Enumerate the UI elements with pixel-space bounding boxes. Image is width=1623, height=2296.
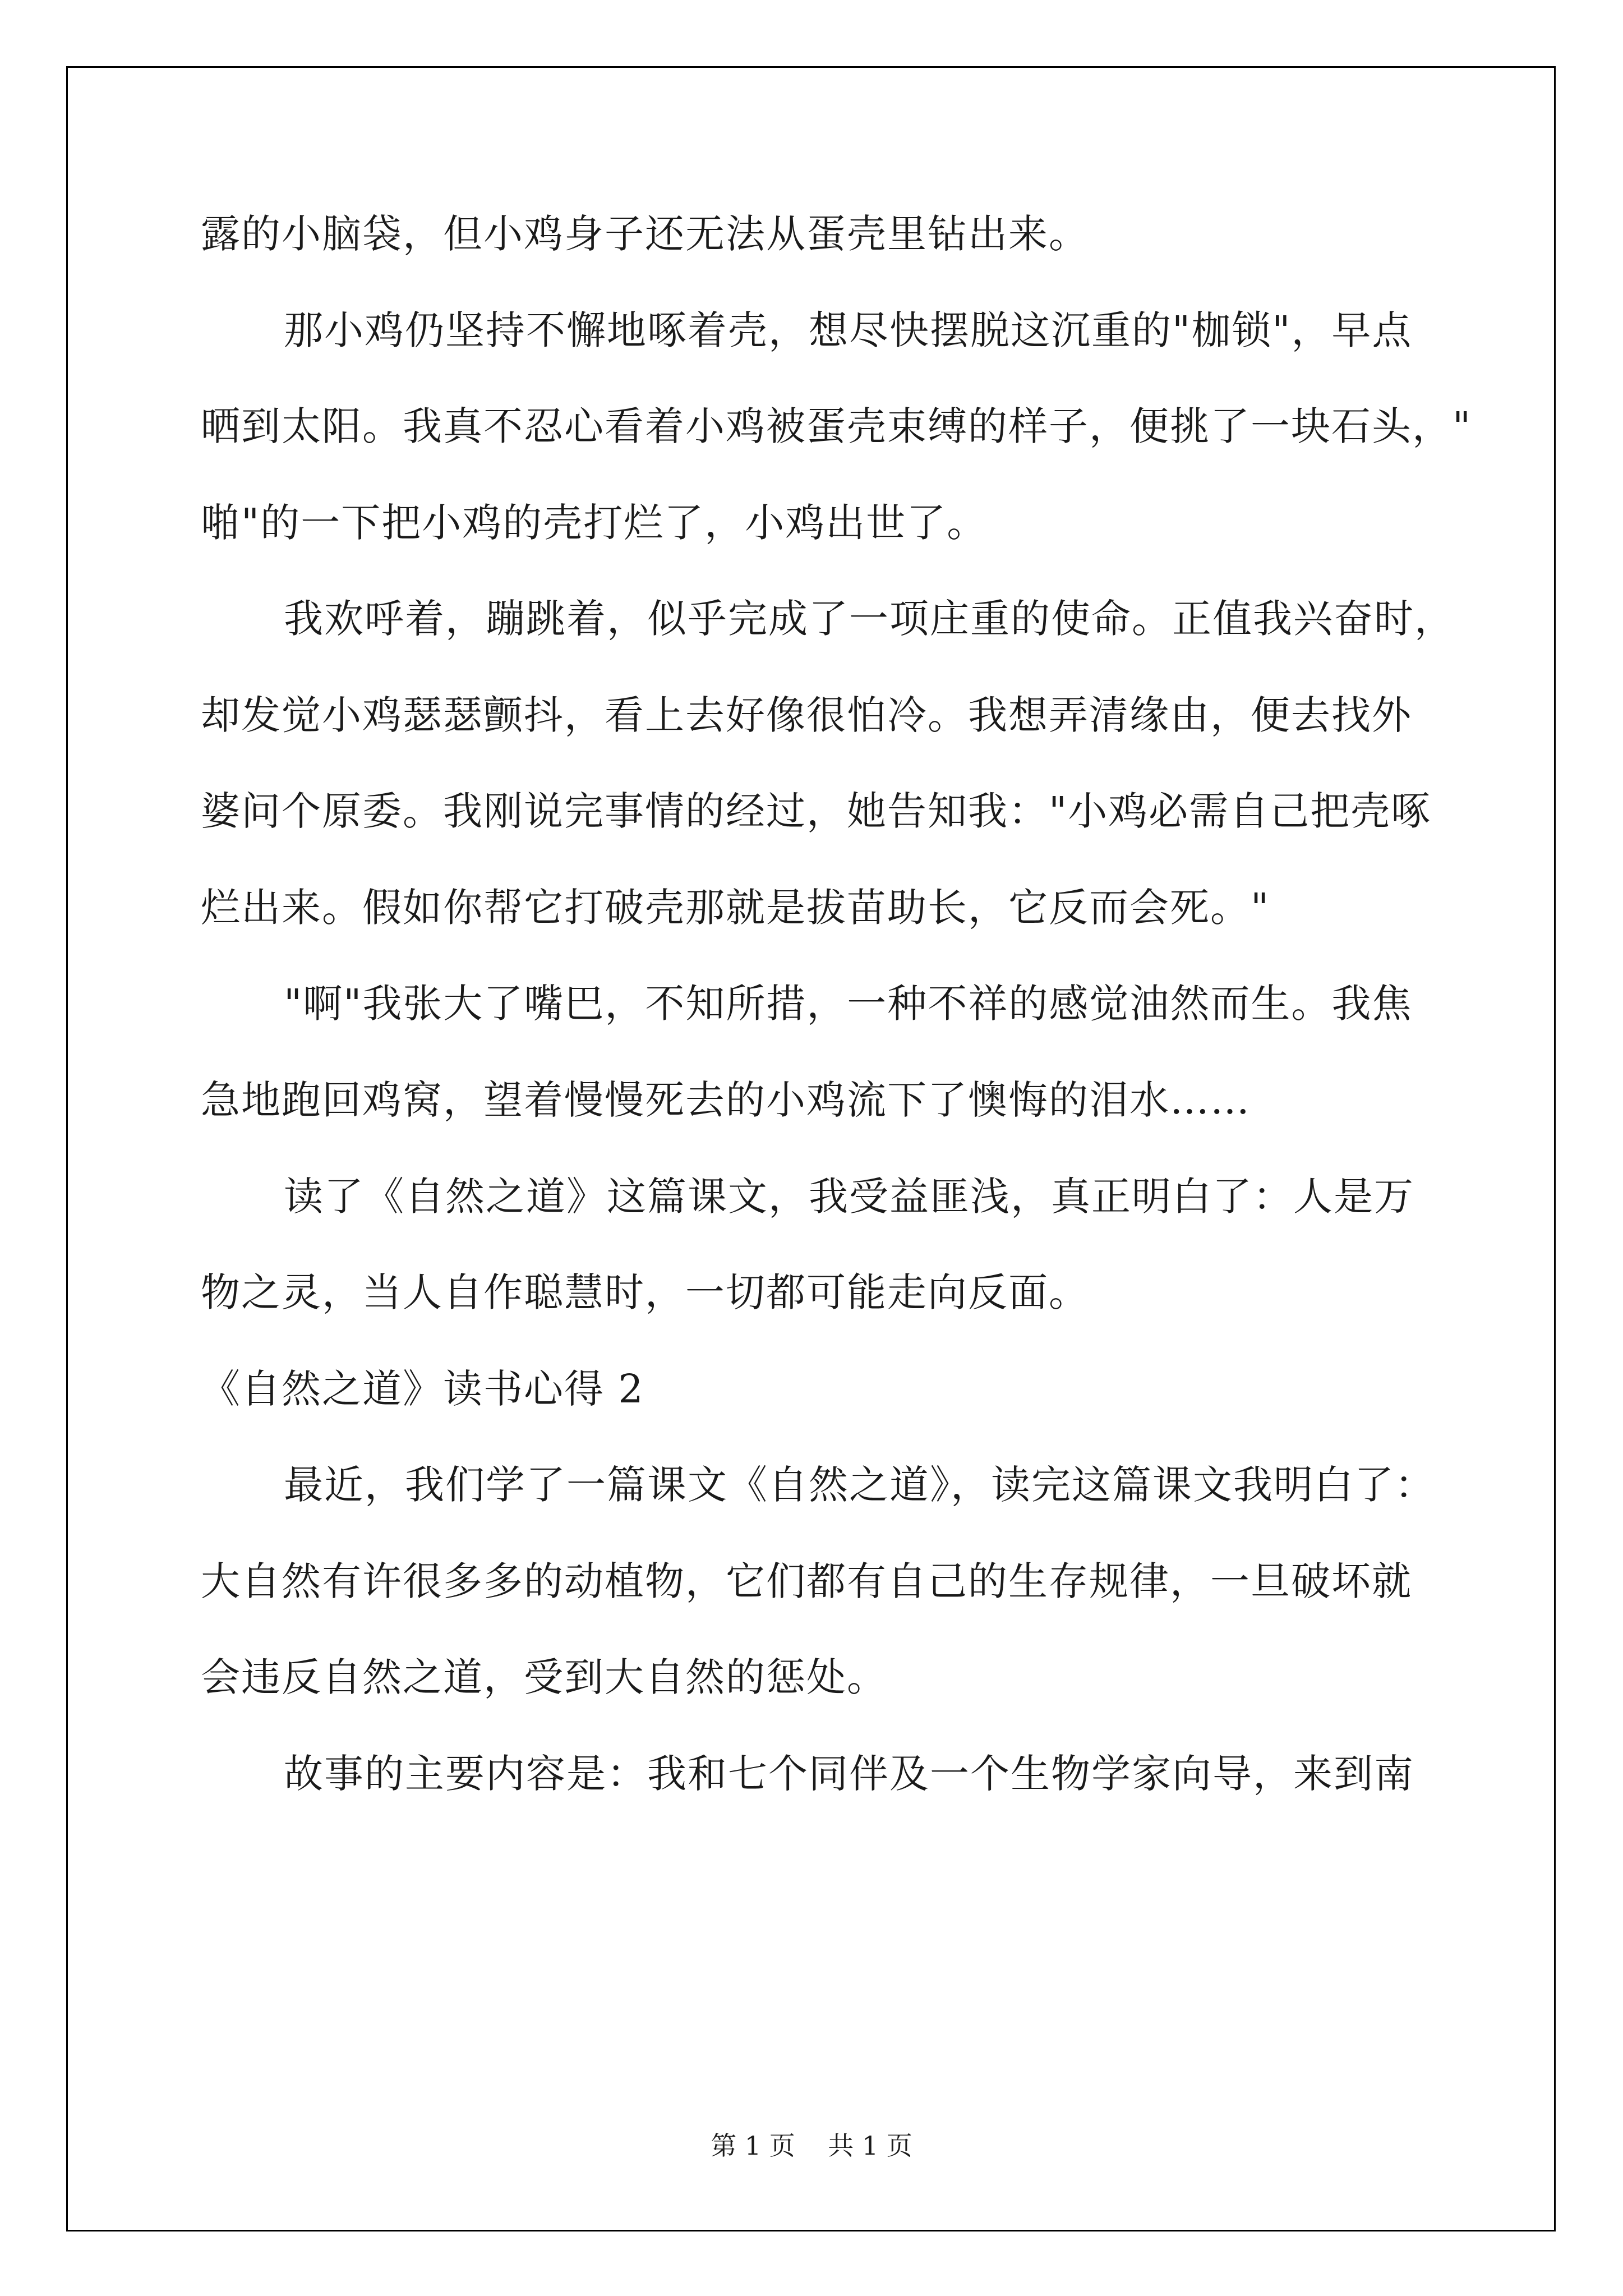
paragraph-line: 我欢呼着，蹦跳着，似乎完成了一项庄重的使命。正值我兴奋时， <box>284 596 1455 642</box>
page-number: 第 1 页 共 1 页 <box>711 2131 912 2161</box>
paragraph-line: 大自然有许很多多的动植物，它们都有自己的生存规律，一旦破坏就 <box>201 1558 1412 1604</box>
paragraph-line: 会违反自然之道，受到大自然的惩处。 <box>201 1654 887 1700</box>
paragraph-line: 故事的主要内容是：我和七个同伴及一个生物学家向导，来到南 <box>284 1751 1414 1797</box>
paragraph-line: 那小鸡仍坚持不懈地啄着壳，想尽快摆脱这沉重的"枷锁"，早点 <box>284 307 1413 353</box>
paragraph-line: 却发觉小鸡瑟瑟颤抖，看上去好像很怕冷。我想弄清缘由，便去找外 <box>201 692 1412 738</box>
paragraph-line: 烂出来。假如你帮它打破壳那就是拔苗助长，它反而会死。" <box>201 885 1270 931</box>
page-border <box>66 66 1556 2231</box>
paragraph-line: 读了《自然之道》这篇课文，我受益匪浅，真正明白了：人是万 <box>284 1174 1414 1220</box>
paragraph-line: 婆问个原委。我刚说完事情的经过，她告知我："小鸡必需自己把壳啄 <box>201 788 1432 834</box>
paragraph-line: 啪"的一下把小鸡的壳打烂了，小鸡出世了。 <box>201 500 988 546</box>
paragraph-line: "啊"我张大了嘴巴，不知所措，一种不祥的感觉油然而生。我焦 <box>284 981 1413 1027</box>
paragraph-line: 物之灵，当人自作聪慧时，一切都可能走向反面。 <box>201 1269 1089 1315</box>
paragraph-line: 急地跑回鸡窝，望着慢慢死去的小鸡流下了懊悔的泪水…… <box>201 1077 1251 1123</box>
section-heading: 《自然之道》读书心得 2 <box>201 1366 644 1412</box>
paragraph-line: 晒到太阳。我真不忍心看着小鸡被蛋壳束缚的样子，便挑了一块石头，" <box>201 403 1472 449</box>
paragraph-line: 最近，我们学了一篇课文《自然之道》，读完这篇课文我明白了： <box>284 1462 1435 1508</box>
paragraph-line: 露的小脑袋，但小鸡身子还无法从蛋壳里钻出来。 <box>201 211 1089 257</box>
